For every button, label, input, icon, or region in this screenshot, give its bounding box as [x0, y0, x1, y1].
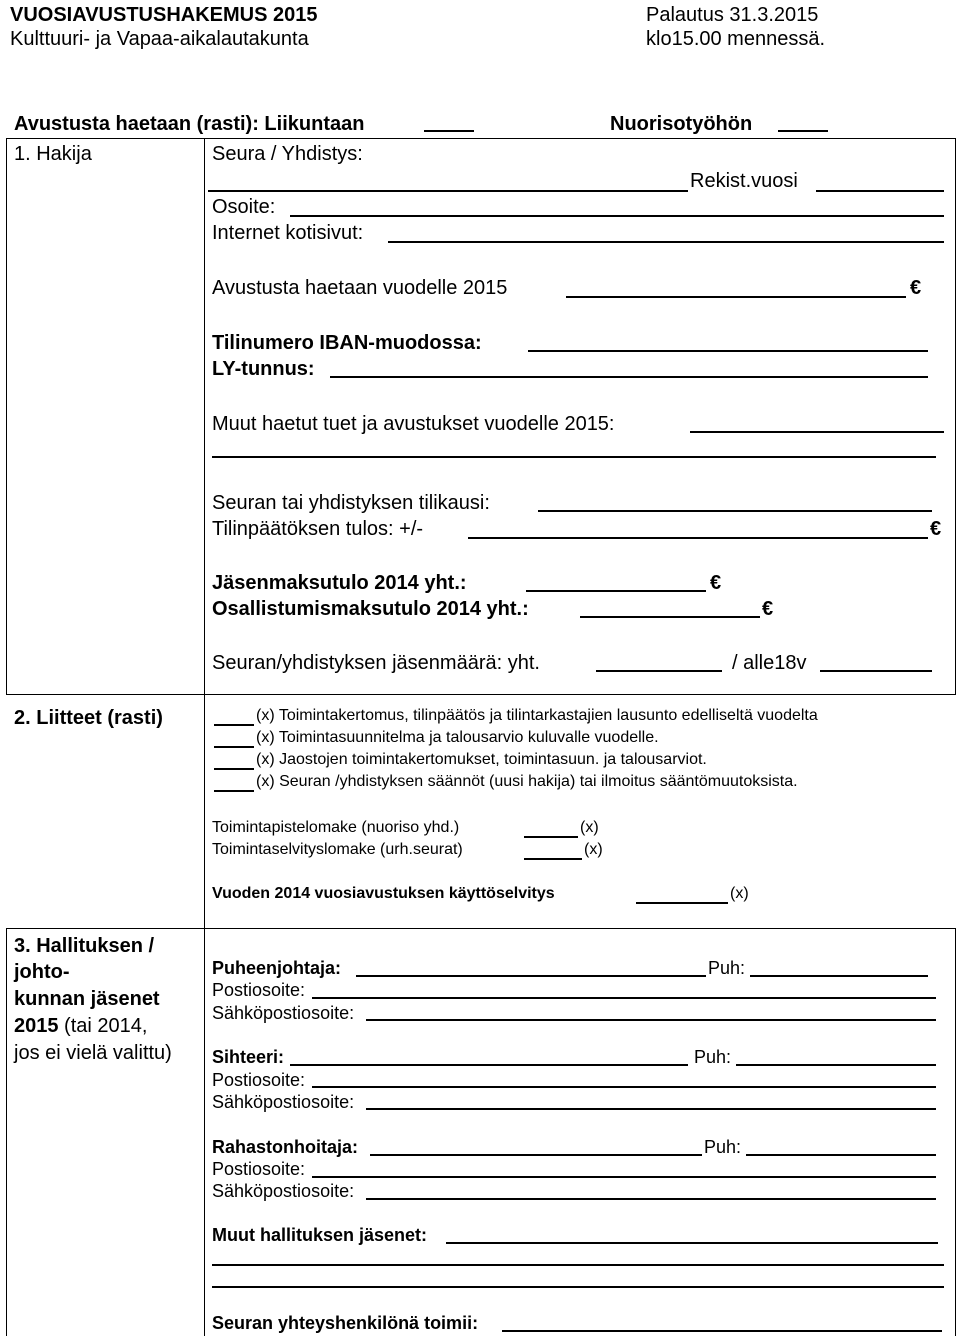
att4-label: (x) Seuran /yhdistyksen säännöt (uusi hakija) tai ilmoitus sääntömuutoksista. — [256, 773, 798, 790]
secretary-field[interactable] — [290, 1064, 688, 1066]
table-mid-border-3 — [204, 928, 205, 1336]
other-support-label: Muut haetut tuet ja avustukset vuodelle 2015: — [212, 413, 615, 435]
secretary-phone-label: Puh: — [694, 1047, 732, 1067]
other-support-field[interactable] — [690, 431, 944, 433]
att1-label: (x) Toimintakertomus, tilinpäätös ja tilintarkastajien lausunto edelliseltä vuodelta — [256, 707, 818, 724]
table-mid-border — [204, 138, 205, 694]
treasurer-phone-label: Puh: — [704, 1137, 742, 1157]
contact-field[interactable] — [502, 1330, 942, 1332]
table-mid-border-2 — [204, 694, 205, 928]
report-x: (x) — [730, 885, 749, 902]
report-checkbox[interactable] — [636, 902, 728, 904]
secretary-email-field[interactable] — [366, 1108, 936, 1110]
treasurer-postal-label: Postiosoite: — [212, 1159, 306, 1179]
iban-field[interactable] — [528, 350, 928, 352]
participation-fee-field[interactable] — [580, 616, 760, 618]
org-field[interactable] — [208, 190, 688, 192]
section3-heading-4 — [14, 1014, 147, 1038]
section3-year-note: (tai 2014, — [58, 1015, 148, 1037]
amount-label: Avustusta haetaan vuodelle 2015 — [212, 277, 508, 299]
form1-checkbox[interactable] — [524, 836, 578, 838]
chair-postal-field[interactable] — [312, 997, 936, 999]
other-members-field[interactable] — [446, 1242, 938, 1244]
form2-label: Toimintaselvityslomake (urh.seurat) — [212, 841, 463, 858]
form-title: VUOSIAVUSTUSHAKEMUS 2015 — [10, 4, 318, 26]
form2-x: (x) — [584, 841, 603, 858]
section1-heading: 1. Hakija — [14, 143, 92, 165]
secretary-phone-field[interactable] — [736, 1064, 936, 1066]
euro-icon: € — [710, 572, 722, 594]
deadline-time: klo15.00 mennessä. — [646, 28, 826, 50]
reg-year-label: Rekist.vuosi — [690, 170, 798, 192]
chair-postal-label: Postiosoite: — [212, 980, 306, 1000]
website-field[interactable] — [388, 241, 944, 243]
result-label: Tilinpäätöksen tulos: +/- — [212, 518, 424, 540]
website-label: Internet kotisivut: — [212, 222, 364, 244]
members-label: Seuran/yhdistyksen jäsenmäärä: yht. — [212, 652, 540, 674]
section3-divider — [6, 928, 956, 929]
other-members-label: Muut hallituksen jäsenet: — [212, 1225, 428, 1245]
form-subtitle: Kulttuuri- ja Vapaa-aikalautakunta — [10, 28, 309, 50]
secretary-postal-label: Postiosoite: — [212, 1070, 306, 1090]
members-field[interactable] — [596, 670, 722, 672]
treasurer-email-field[interactable] — [366, 1198, 936, 1200]
contact-label: Seuran yhteyshenkilönä toimii: — [212, 1313, 479, 1333]
table-left-border — [6, 138, 7, 694]
fiscal-period-label: Seuran tai yhdistyksen tilikausi: — [212, 492, 490, 514]
ly-field[interactable] — [330, 376, 928, 378]
att3-label: (x) Jaostojen toimintakertomukset, toimintasuun. ja talousarviot. — [256, 751, 707, 768]
other-members-field-3[interactable] — [212, 1286, 944, 1288]
secretary-postal-field[interactable] — [312, 1086, 936, 1088]
other-members-field-2[interactable] — [212, 1264, 944, 1266]
att1-checkbox[interactable] — [214, 724, 254, 726]
euro-icon: € — [930, 518, 942, 540]
section3-heading-3: kunnan jäsenet — [14, 988, 160, 1010]
secretary-label: Sihteeri: — [212, 1047, 285, 1067]
purpose-label: Avustusta haetaan (rasti): Liikuntaan — [14, 113, 365, 135]
form1-x: (x) — [580, 819, 599, 836]
address-label: Osoite: — [212, 196, 276, 218]
euro-icon: € — [910, 277, 922, 299]
chair-field[interactable] — [356, 975, 706, 977]
under18-field[interactable] — [820, 670, 932, 672]
chair-label: Puheenjohtaja: — [212, 958, 342, 978]
att3-checkbox[interactable] — [214, 768, 254, 770]
ly-label: LY-tunnus: — [212, 358, 315, 380]
table-divider — [6, 694, 956, 695]
under18-label: / alle18v — [732, 652, 807, 674]
chair-email-field[interactable] — [366, 1019, 936, 1021]
report-label: Vuoden 2014 vuosiavustuksen käyttöselvitys — [212, 885, 555, 902]
membership-fee-field[interactable] — [526, 590, 706, 592]
nuoriso-checkbox-line[interactable] — [778, 130, 828, 132]
membership-fee-label: Jäsenmaksutulo 2014 yht.: — [212, 572, 467, 594]
att2-label: (x) Toimintasuunnitelma ja talousarvio kuluvalle vuodelle. — [256, 729, 659, 746]
table-left-border-3 — [6, 928, 7, 1336]
other-support-field-2[interactable] — [212, 456, 936, 458]
deadline-date: Palautus 31.3.2015 — [646, 4, 819, 26]
amount-field[interactable] — [566, 296, 906, 298]
att2-checkbox[interactable] — [214, 746, 254, 748]
section2-heading: 2. Liitteet (rasti) — [14, 707, 163, 729]
chair-phone-label: Puh: — [708, 958, 746, 978]
org-label: Seura / Yhdistys: — [212, 143, 363, 165]
treasurer-label: Rahastonhoitaja: — [212, 1137, 359, 1157]
att4-checkbox[interactable] — [214, 790, 254, 792]
table-right-border — [955, 138, 956, 694]
section3-heading-1: 3. Hallituksen / — [14, 935, 155, 957]
table-top-border — [6, 138, 956, 139]
secretary-email-label: Sähköpostiosoite: — [212, 1092, 355, 1112]
euro-icon: € — [762, 598, 774, 620]
chair-phone-field[interactable] — [750, 975, 928, 977]
section3-heading-2: johto- — [14, 961, 70, 983]
liikunta-checkbox-line[interactable] — [424, 130, 474, 132]
purpose-option-youth: Nuorisotyöhön — [610, 113, 753, 135]
chair-email-label: Sähköpostiosoite: — [212, 1003, 355, 1023]
iban-label: Tilinumero IBAN-muodossa: — [212, 332, 482, 354]
form2-checkbox[interactable] — [524, 858, 582, 860]
fiscal-period-field[interactable] — [538, 510, 932, 512]
treasurer-phone-field[interactable] — [746, 1154, 936, 1156]
address-field[interactable] — [290, 215, 944, 217]
section3-heading-5: jos ei vielä valittu) — [14, 1042, 172, 1064]
treasurer-field[interactable] — [370, 1154, 702, 1156]
result-field[interactable] — [468, 537, 928, 539]
reg-year-field[interactable] — [816, 190, 944, 192]
participation-fee-label: Osallistumismaksutulo 2014 yht.: — [212, 598, 529, 620]
table-right-border-3 — [955, 928, 956, 1336]
treasurer-email-label: Sähköpostiosoite: — [212, 1181, 355, 1201]
treasurer-postal-field[interactable] — [312, 1176, 936, 1178]
section3-year: 2015 — [14, 1015, 59, 1037]
form1-label: Toimintapistelomake (nuoriso yhd.) — [212, 819, 460, 836]
